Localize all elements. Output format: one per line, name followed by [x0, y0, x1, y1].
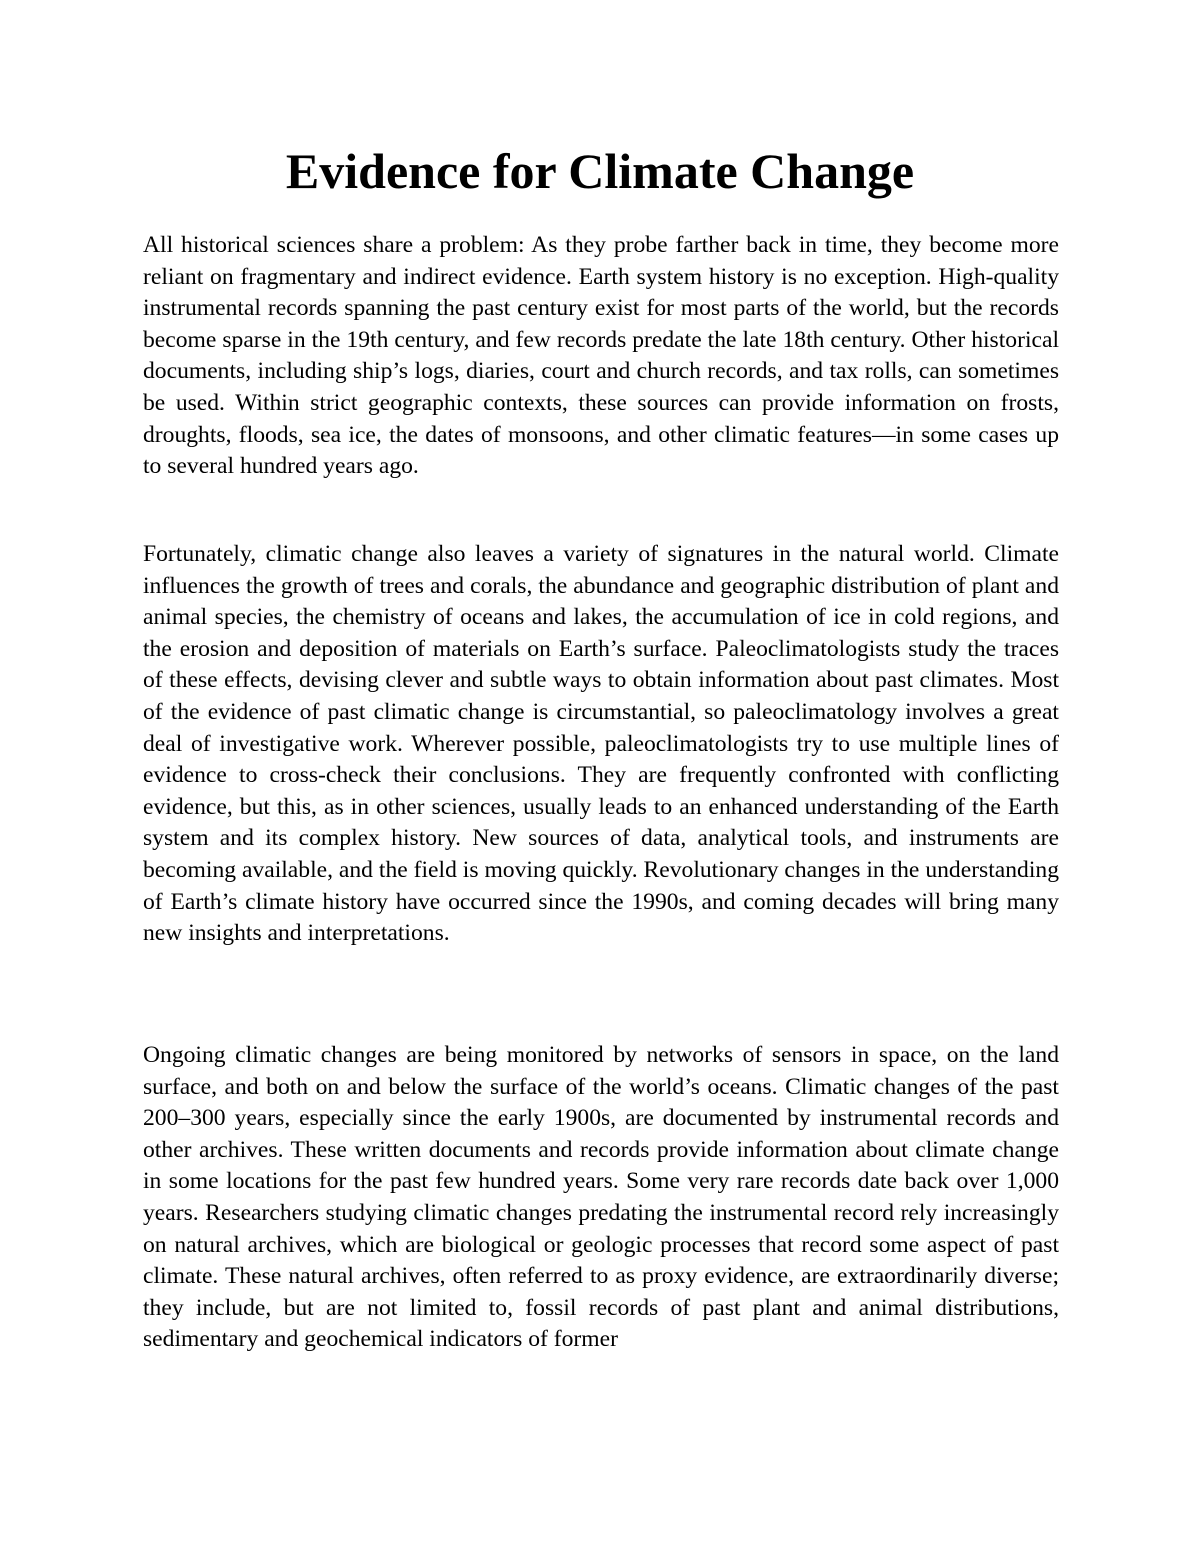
paragraph-historical-sciences: All historical sciences share a problem: As they probe farther back in time, they become more reliant on fragmentary and indirect evidence. Earth system history is no exception. High-quality instrumental records spanning the past century exist for most parts of the world, but the records become sparse in the 19th century, and few records predate the late 18th century. Other historical documents, including ship’s logs, diaries, court and church records, and tax rolls, can sometimes be used. Within strict geographic contexts, these sources can provide information on frosts, droughts, floods, sea ice, the dates of monsoons, and other climatic features—in some cases up to several hundred years ago.: [143, 232, 1059, 480]
paragraph-natural-signatures: Fortunately, climatic change also leaves a variety of signatures in the natural world. Climate influences the growth of trees and corals, the abundance and geographic distribution of plant and animal species, the chemistry of oceans and lakes, the accumulation of ice in cold regions, and the erosion and deposition of materials on Earth’s surface. Paleoclimatologists study the traces of these effects, devising clever and subtle ways to obtain information about past climates. Most of the evidence of past climatic change is circumstantial, so paleoclimatology involves a great deal of investigative work. Wherever possible, paleoclimatologists try to use multiple lines of evidence to cross-check their conclusions. They are frequently confronted with conflicting evidence, but this, as in other sciences, usually leads to an enhanced understanding of the Earth system and its complex history. New sources of data, analytical tools, and instruments are becoming available, and the field is moving quickly. Revolutionary changes in the understanding of Earth’s climate history have occurred since the 1990s, and coming decades will bring many new insights and interpretations.: [143, 541, 1059, 947]
document-title: Evidence for Climate Change: [285, 143, 915, 199]
paragraph-ongoing-monitoring: Ongoing climatic changes are being monitored by networks of sensors in space, on the land surface, and both on and below the surface of the world’s oceans. Climatic changes of the past 200–300 years, especially since the early 1900s, are documented by instrumental records and other archives. These written documents and records provide information about climate change in some locations for the past few hundred years. Some very rare records date back over 1,000 years. Researchers studying climatic changes predating the instrumental record rely increasingly on natural archives, which are biological or geologic processes that record some aspect of past climate. These natural archives, often referred to as proxy evidence, are extraordinarily diverse; they include, but are not limited to, fossil records of past plant and animal distributions, sedimentary and geochemical indicators of former: [143, 1042, 1059, 1353]
